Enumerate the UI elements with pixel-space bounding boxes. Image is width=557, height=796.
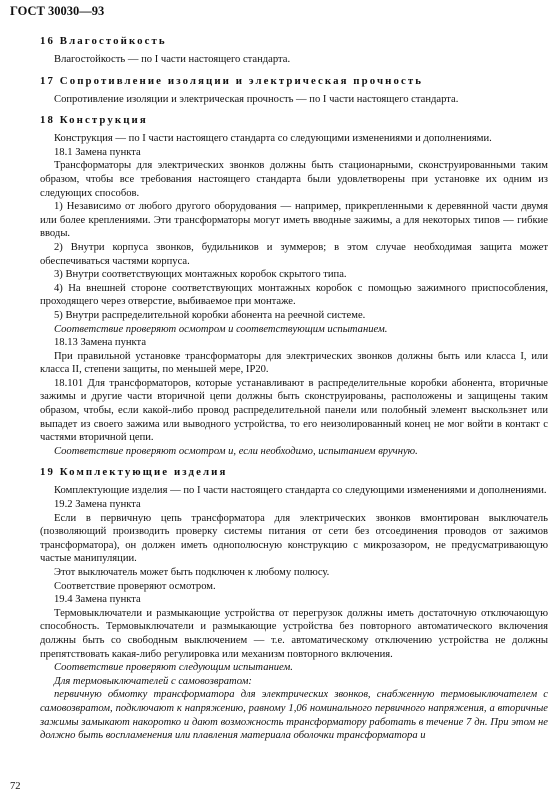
- page-number: 72: [10, 781, 21, 792]
- section-19-paragraph: 19.2 Замена пункта: [54, 499, 141, 511]
- section-18-list-item: 3) Внутри соответствующих монтажных коробок скрытого типа.: [54, 269, 347, 281]
- section-17-title: 17 Сопротивление изоляции и электрическая прочность: [40, 74, 424, 87]
- section-19-paragraph: Если в первичную цепь трансформатора для электрических звонков вмонтирован выключатель (позволяющий производить проверку системы питания от сети без отсоединения проводов от зажимов трансформатора), он должен иметь однополюсную конструкцию с микрозазором, не предусматривающую частые манипуляции.: [40, 512, 548, 565]
- section-19-compliance-note: Для термовыключателей с самовозвратом:: [54, 675, 252, 687]
- section-17-text: Сопротивление изоляции и электрическая прочность — по I части настоящего стандарта.: [54, 93, 459, 105]
- section-18-paragraph: Трансформаторы для электрических звонков должны быть стационарными, сконструированными таким образом, чтобы все требования настоящего стандарта были удовлетворены при установке их одним из следующих способов.: [40, 160, 548, 199]
- section-18-paragraph: 18.101 Для трансформаторов, которые устанавливают в распределительные коробки абонента, вторичные зажимы и другие части вторичной цепи должны быть сконструированы, расположены и защищены таким образом, чтобы, если какой-либо провод распределительной панели или полобный элемент выскользнет или выпадет из своего зажима или выводного устройства, то его неизолированный конец не мог войти в контакт с частями вторичной цепи.: [40, 377, 548, 444]
- section-18-paragraph: При правильной установке трансформаторы для электрических звонков должны быть или класса I, или класса II, степени защиты, по меньшей мере, IP20.: [40, 350, 548, 376]
- section-19-paragraph: 19.4 Замена пункта: [54, 594, 141, 606]
- section-18-compliance-note: Соответствие проверяют осмотром и соответствующим испытанием.: [54, 323, 388, 335]
- section-18-title: 18 Конструкция: [40, 114, 148, 127]
- section-19-compliance-note: первичную обмотку трансформатора для электрических звонков, снабженную термовыключателем с самовозвратом, подключают к напряжению, равному 1,06 номинального первичного напряжения, а вторичные зажимы замыкают накоротко и дают возможность трансформатору работать в течение 7 дн. При этом не должно быть воспламенения или плавления материала оболочки трансформатора и: [40, 689, 548, 742]
- section-19-paragraph: Соответствие проверяют осмотром.: [54, 580, 216, 592]
- section-16-title: 16 Влагостойкость: [40, 35, 167, 47]
- section-18-paragraph: 18.1 Замена пункта: [54, 146, 141, 158]
- section-18-list-item: 5) Внутри распределительной коробки абонента на реечной системе.: [54, 309, 366, 321]
- section-19-paragraph: Этот выключатель может быть подключен к любому полюсу.: [54, 567, 330, 578]
- standard-header: ГОСТ 30030—93: [10, 4, 105, 18]
- section-19-compliance-note: Соответствие проверяют следующим испытанием.: [54, 662, 293, 674]
- section-18-paragraph: Конструкция — по I части настоящего стандарта со следующими изменениями и дополнениями.: [54, 133, 492, 145]
- section-18-list-item: 1) Независимо от любого другого оборудования — например, прикрепленными к деревянной части двумя или более креплениями. Эти трансформаторы могут иметь вводные зажимы, а для некоторых типов — гибкие вводы.: [40, 201, 548, 240]
- section-18-list-item: 4) На внешней стороне соответствующих монтажных коробок с помощью зажимного приспособления, проходящего через отверстие, выбиваемое при монтаже.: [40, 282, 548, 308]
- document-body: [40, 34, 548, 743]
- section-18-compliance-note: Соответствие проверяют осмотром и, если необходимо, испытанием вручную.: [54, 445, 418, 457]
- section-18-paragraph: 18.13 Замена пункта: [54, 337, 147, 349]
- section-19-paragraph: Комплектующие изделия — по I части настоящего стандарта со следующими изменениями и дополнениями.: [54, 485, 547, 497]
- section-16-text: Влагостойкость — по I части настоящего стандарта.: [54, 54, 291, 65]
- section-18-list-item: 2) Внутри корпуса звонков, будильников и зуммеров; в этом случае необходимая защита может обеспечиваться частями корпуса.: [40, 241, 548, 267]
- section-19-title: 19 Комплектующие изделия: [40, 466, 228, 479]
- section-19-paragraph: Термовыключатели и размыкающие устройства от перегрузок должны иметь достаточную отключающую способность. Термовыключатели и размыкающие устройства без повторного автоматического включения должны быть со свободным выключением — т.е. автоматическому отключению устройства не должны препятствовать какая-либо регулировка или механизм повторного включения.: [40, 607, 548, 660]
